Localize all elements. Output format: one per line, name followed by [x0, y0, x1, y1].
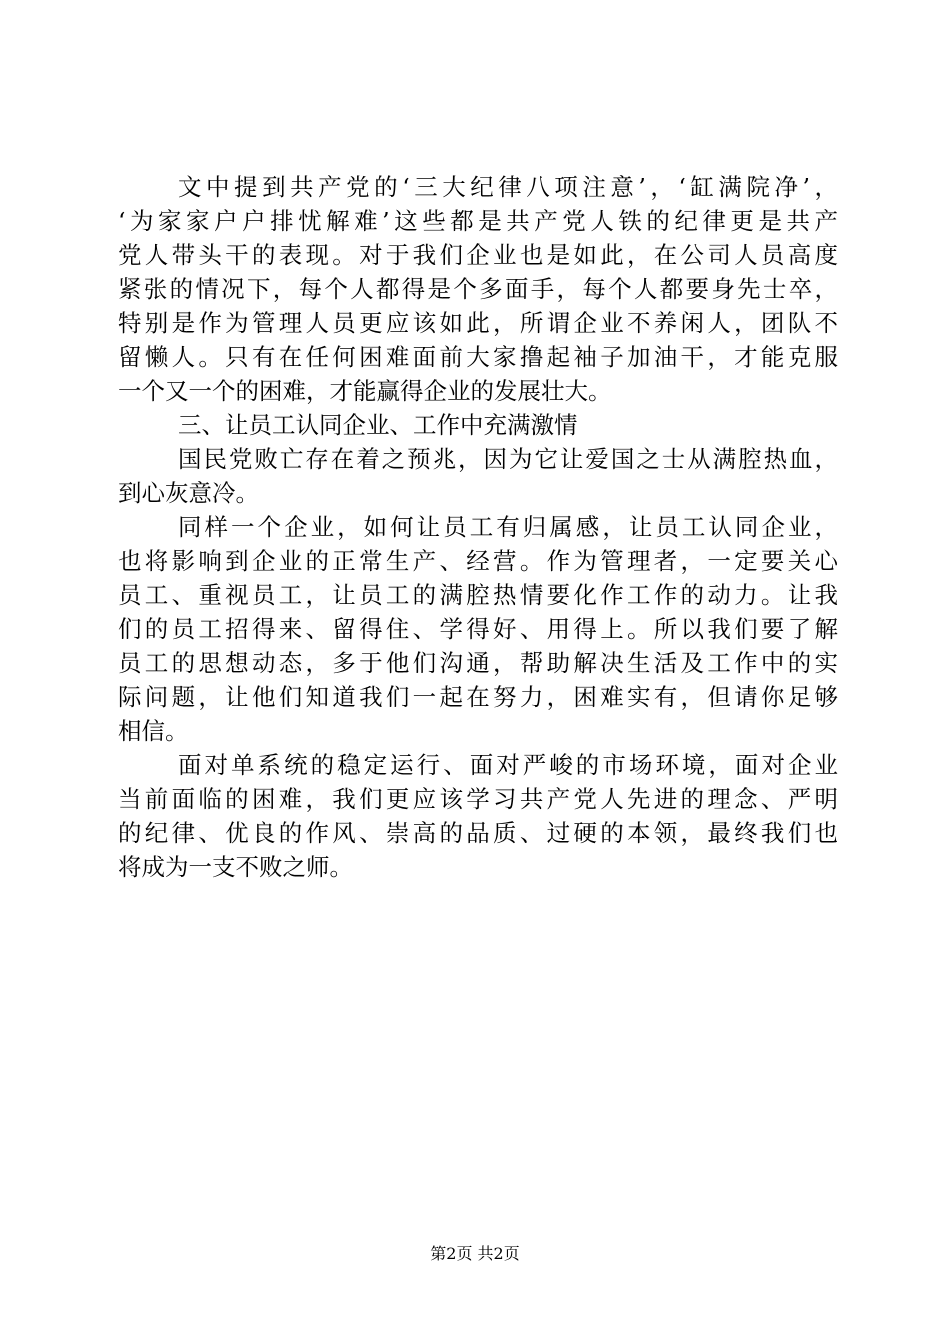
text-line: 的纪律、优良的作风、崇高的品质、过硬的本领，最终我们也	[118, 819, 838, 847]
text-line: 面对单系统的稳定运行、面对严峻的市场环境，面对企业	[178, 751, 838, 779]
text-line: ‘为家家户户排忧解难’这些都是共产党人铁的纪律更是共产	[118, 207, 838, 235]
text-line: 当前面临的困难，我们更应该学习共产党人先进的理念、严明	[118, 785, 838, 813]
text-line: 紧张的情况下，每个人都得是个多面手，每个人都要身先士卒，	[118, 275, 838, 303]
text-line: 到心灰意冷。	[118, 479, 259, 507]
text-line: 将成为一支不败之师。	[118, 853, 353, 881]
page-number-footer: 第2页 共2页	[430, 1244, 520, 1263]
paragraph-employee-belonging	[118, 510, 838, 748]
text-line: 文中提到共产党的‘三大纪律八项注意’，‘缸满院净’，	[178, 173, 838, 201]
text-line: 国民党败亡存在着之预兆，因为它让爱国之士从满腔热血，	[178, 445, 838, 473]
document-body	[118, 170, 838, 884]
text-line: 留懒人。只有在任何困难面前大家撸起袖子加油干，才能克服	[118, 343, 838, 371]
text-line: 同样一个企业，如何让员工有归属感，让员工认同企业，	[178, 513, 838, 541]
paragraph-party-discipline	[118, 170, 838, 408]
text-line: 际问题，让他们知道我们一起在努力，困难实有，但请你足够	[118, 683, 838, 711]
text-line: 员工的思想动态，多于他们沟通，帮助解决生活及工作中的实	[118, 649, 838, 677]
text-line: 也将影响到企业的正常生产、经营。作为管理者，一定要关心	[118, 547, 838, 575]
text-line: 们的员工招得来、留得住、学得好、用得上。所以我们要了解	[118, 615, 838, 643]
heading-text: 三、让员工认同企业、工作中充满激情	[178, 411, 578, 439]
paragraph-kmt-omen	[118, 442, 838, 510]
section-heading	[118, 408, 838, 442]
text-line: 党人带头干的表现。对于我们企业也是如此，在公司人员高度	[118, 241, 838, 269]
text-line: 相信。	[118, 717, 189, 745]
text-line: 员工、重视员工，让员工的满腔热情要化作工作的动力。让我	[118, 581, 838, 609]
text-line: 一个又一个的困难，才能赢得企业的发展壮大。	[118, 377, 612, 405]
text-line: 特别是作为管理人员更应该如此，所谓企业不养闲人，团队不	[118, 309, 838, 337]
paragraph-conclusion	[118, 748, 838, 884]
